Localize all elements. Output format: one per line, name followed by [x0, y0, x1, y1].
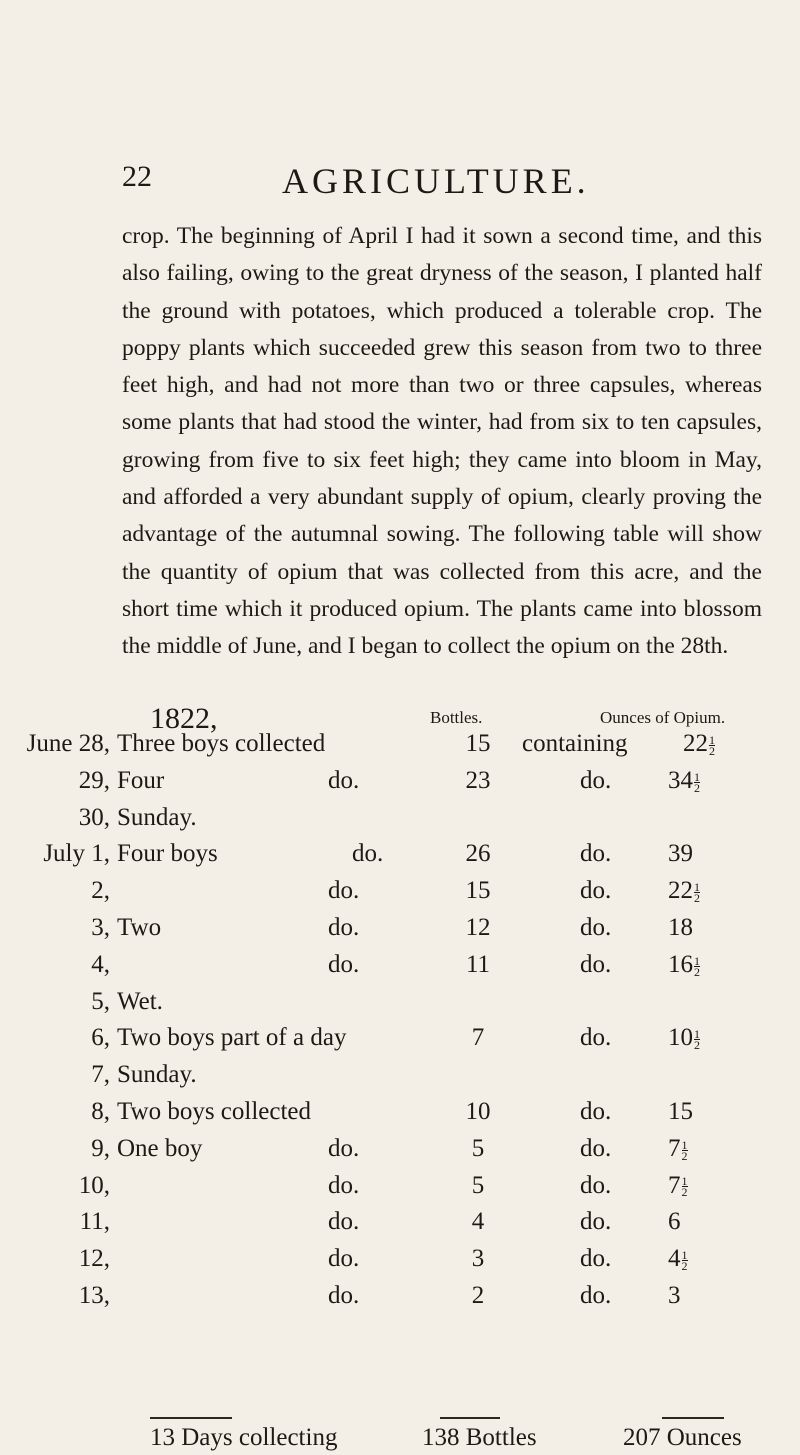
row-ditto: do.: [328, 877, 360, 905]
table-row: [0, 1208, 800, 1242]
row-bottles: 5: [471, 1171, 485, 1199]
row-ounces: 7 $\frac{1}{2}$: [668, 1171, 688, 1200]
table-row: [0, 767, 800, 801]
row-containing: do.: [580, 1282, 612, 1309]
table-row: [0, 988, 800, 1022]
row-date: 30,: [78, 803, 110, 831]
row-ounces: 22 $\frac{1}{2}$: [668, 877, 700, 905]
row-bottles: 2: [471, 1282, 485, 1309]
fraction-numerator: 1: [694, 769, 700, 784]
row-ounces: 3: [668, 1282, 681, 1309]
fraction-numerator: 1: [681, 1137, 688, 1152]
row-description: One boy: [117, 1134, 203, 1162]
row-containing: do.: [580, 877, 612, 905]
running-head: AGRICULTURE.: [282, 161, 590, 201]
row-date: 3,: [91, 914, 110, 941]
fraction-numerator: 1: [709, 732, 715, 747]
row-containing: containing: [522, 730, 628, 757]
row-date: 4,: [91, 950, 110, 978]
row-ounces: 34 $\frac{1}{2}$: [668, 766, 700, 795]
row-containing: do.: [580, 766, 612, 794]
total-rule-ounces: [662, 1417, 724, 1419]
fraction-denominator: 2: [694, 780, 700, 795]
fraction-numerator: 1: [681, 1247, 688, 1262]
row-description: Sunday.: [117, 803, 197, 831]
fraction-denominator: 2: [681, 1185, 688, 1200]
total-ounces: 207 Ounces: [623, 1424, 742, 1451]
row-ounces: 4 $\frac{1}{2}$: [668, 1245, 688, 1273]
table-row: [0, 840, 800, 874]
row-containing: do.: [580, 914, 612, 941]
row-ditto: do.: [328, 766, 360, 794]
row-bottles: 15: [465, 730, 491, 757]
fraction-denominator: 2: [681, 1258, 688, 1273]
row-bottles: 7: [471, 1024, 485, 1052]
fraction-numerator: 1: [694, 953, 700, 968]
total-bottles: 138 Bottles: [422, 1424, 537, 1451]
table-row: [0, 914, 800, 948]
row-date: 5,: [91, 987, 110, 1015]
total-days: 13 Days collecting: [150, 1424, 338, 1451]
fraction-numerator: 1: [694, 879, 700, 894]
row-date: 29,: [78, 766, 110, 794]
row-ounces: 15: [668, 1098, 693, 1125]
row-date: 2,: [91, 877, 110, 905]
row-description: Two boys part of a day: [117, 1024, 347, 1052]
table-row: [0, 804, 800, 838]
row-containing: do.: [580, 1171, 612, 1199]
row-bottles: 12: [465, 914, 491, 941]
row-date: July 1,: [43, 840, 110, 868]
row-ditto: do.: [352, 840, 384, 868]
row-containing: do.: [580, 1208, 612, 1236]
table-row: [0, 730, 800, 764]
row-containing: do.: [580, 1245, 612, 1273]
row-containing: do.: [580, 840, 612, 868]
row-description: Wet.: [117, 987, 163, 1015]
row-date: 11,: [79, 1208, 110, 1236]
row-containing: do.: [580, 1024, 612, 1052]
row-bottles: 3: [471, 1245, 485, 1273]
table-row: [0, 951, 800, 985]
row-ounces: 18: [668, 914, 693, 941]
row-description: Two boys collected: [117, 1098, 312, 1125]
row-date: 6,: [91, 1024, 110, 1052]
table-row: [0, 1024, 800, 1058]
fraction-numerator: 1: [694, 1027, 700, 1042]
table-row: [0, 1172, 800, 1206]
row-description: Two: [117, 914, 162, 941]
row-ditto: do.: [328, 1245, 360, 1273]
row-bottles: 5: [471, 1134, 485, 1162]
fraction-denominator: 2: [694, 1038, 700, 1053]
row-ounces: 6: [668, 1208, 681, 1236]
row-ditto: do.: [328, 1282, 360, 1309]
row-containing: do.: [580, 950, 612, 978]
row-ounces: 7 $\frac{1}{2}$: [668, 1134, 688, 1163]
table-row: [0, 1245, 800, 1279]
fraction-denominator: 2: [694, 890, 700, 905]
row-bottles: 26: [465, 840, 491, 868]
row-description: Four boys: [117, 840, 218, 868]
table-row: [0, 1135, 800, 1169]
table-row: [0, 1098, 800, 1132]
fraction-denominator: 2: [694, 964, 700, 979]
page-number: 22: [122, 160, 152, 193]
row-date: 9,: [91, 1134, 110, 1162]
column-header-bottles: Bottles.: [430, 708, 483, 727]
row-containing: do.: [580, 1134, 612, 1162]
row-containing: do.: [580, 1098, 612, 1125]
row-ditto: do.: [328, 950, 360, 978]
row-bottles: 11: [465, 950, 491, 978]
fraction-denominator: 2: [681, 1148, 688, 1163]
fraction-denominator: 2: [709, 743, 715, 758]
row-ditto: do.: [328, 1134, 360, 1162]
row-ounces: 39: [668, 840, 693, 868]
table-row: [0, 1061, 800, 1095]
table-row: [0, 1282, 800, 1316]
row-date: 7,: [91, 1061, 110, 1089]
table-year: 1822,: [150, 702, 218, 735]
row-ounces: 22 $\frac{1}{2}$: [683, 730, 715, 758]
row-date: June 28,: [26, 730, 110, 757]
row-date: 12,: [78, 1245, 110, 1273]
row-bottles: 4: [471, 1208, 485, 1236]
table-row: [0, 877, 800, 911]
body-paragraph: crop. The beginning of April I had it sown a second time, and this also failing, owing to the great dryness of the season, I planted half the ground with potatoes, which produced a tolerable crop. The poppy plants which succeeded grew this season from two to three feet high, and had not more than two or three capsules, whereas some plants that had stood the winter, had from six to ten capsules, growing from five to six feet high; they came into bloom in May, and afforded a very abundant supply of opium, clearly proving the advantage of the autumnal sowing. The following table will show the quantity of opium that was collected from this acre, and the short time which it produced opium. The plants came into blossom the middle of June, and I began to collect the opium on the 28th.: [122, 223, 762, 660]
row-bottles: 15: [465, 877, 491, 905]
row-date: 10,: [78, 1171, 110, 1199]
total-rule-bottles: [440, 1417, 500, 1419]
row-ditto: do.: [328, 1208, 360, 1236]
row-ounces: 16 $\frac{1}{2}$: [668, 950, 700, 979]
row-description: Sunday.: [117, 1061, 197, 1089]
row-ditto: do.: [328, 914, 360, 941]
column-header-ounces: Ounces of Opium.: [600, 708, 726, 727]
row-bottles: 23: [465, 766, 491, 794]
row-date: 13,: [78, 1282, 110, 1309]
row-bottles: 10: [465, 1098, 491, 1125]
fraction-numerator: 1: [681, 1174, 688, 1189]
row-description: Four: [117, 766, 165, 794]
row-description: Three boys collected: [117, 730, 326, 757]
row-date: 8,: [91, 1098, 110, 1125]
row-ounces: 10 $\frac{1}{2}$: [668, 1024, 700, 1053]
page-header: [122, 160, 762, 200]
row-ditto: do.: [328, 1171, 360, 1199]
total-rule-days: [150, 1417, 232, 1419]
